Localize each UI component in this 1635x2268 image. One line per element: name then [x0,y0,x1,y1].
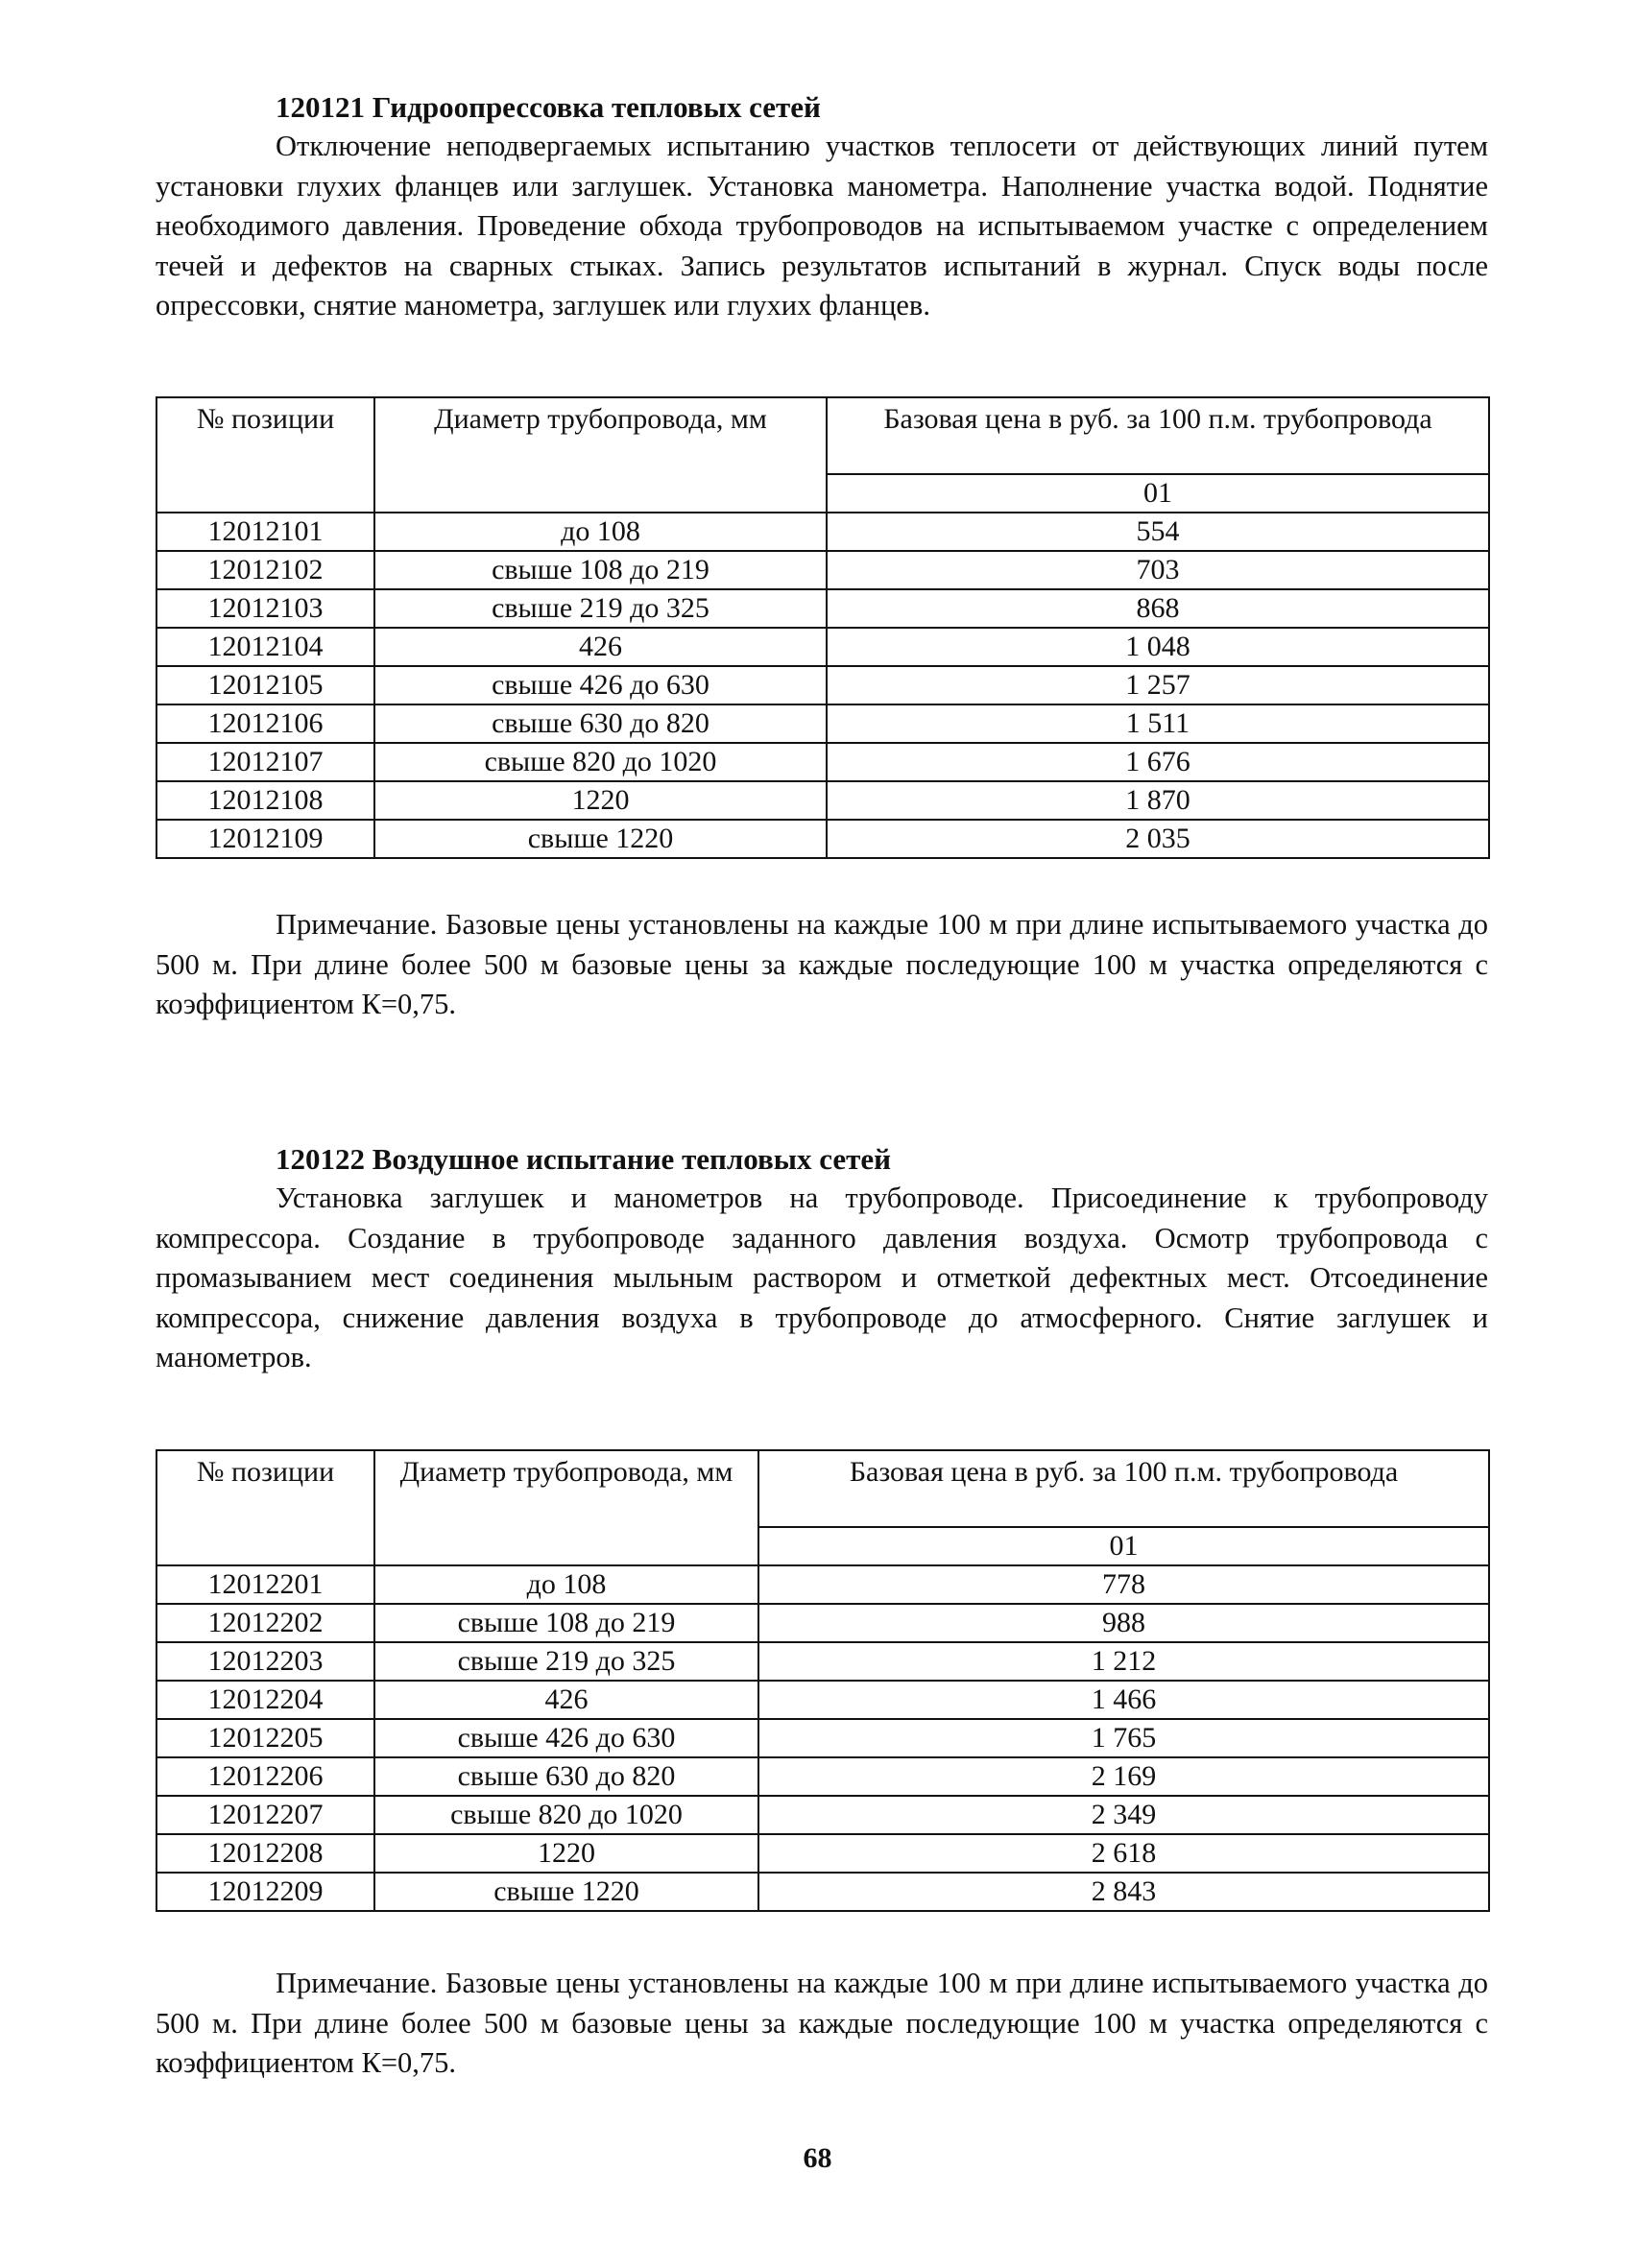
header-position: № позиции [156,397,374,513]
diameter-value: свыше 820 до 1020 [374,743,827,781]
diameter-value: свыше 1220 [374,1873,758,1911]
diameter-value: свыше 219 до 325 [374,1642,758,1681]
position-code: 12012205 [156,1719,374,1757]
position-code: 12012206 [156,1757,374,1796]
header-column-code: 01 [758,1527,1489,1565]
header-diameter: Диаметр трубопровода, мм [374,1450,758,1565]
position-code: 12012207 [156,1796,374,1834]
price-value: 1 212 [758,1642,1489,1681]
price-value: 1 765 [758,1719,1489,1757]
position-code: 12012104 [156,628,374,666]
section-title: 120121 Гидроопрессовка тепловых сетей [276,90,821,124]
header-column-code: 01 [827,474,1489,513]
position-code: 12012203 [156,1642,374,1681]
table-body [156,1565,1489,1911]
table-row [156,589,1489,628]
price-value: 868 [827,589,1489,628]
note-hydro: Примечание. Базовые цены установлены на каждые 100 м при длине испытываемого участка до 500 м. При длине более 500 м базовые цены за каждые последующие 100 м участка определяются с коэффициентом К=0,75. [156,908,1488,1020]
header-price: Базовая цена в руб. за 100 п.м. трубопровода [758,1450,1489,1527]
diameter-value: свыше 820 до 1020 [374,1796,758,1834]
table-row [156,666,1489,704]
price-value: 703 [827,551,1489,589]
header-price: Базовая цена в руб. за 100 п.м. трубопровода [827,397,1489,474]
price-value: 2 169 [758,1757,1489,1796]
price-value: 1 048 [827,628,1489,666]
table-row [156,1719,1489,1757]
table-body [156,513,1489,858]
diameter-value: свыше 1220 [374,820,827,858]
table-row [156,1834,1489,1873]
section-air-test [156,1140,1488,1378]
diameter-value: 1220 [374,781,827,820]
price-table-hydro [156,396,1490,859]
diameter-value: до 108 [374,1565,758,1604]
position-code: 12012107 [156,743,374,781]
price-table-air [156,1449,1490,1912]
header-diameter: Диаметр трубопровода, мм [374,397,827,513]
position-code: 12012208 [156,1834,374,1873]
price-value: 2 349 [758,1796,1489,1834]
diameter-value: свыше 426 до 630 [374,1719,758,1757]
diameter-value: свыше 108 до 219 [374,551,827,589]
price-value: 1 676 [827,743,1489,781]
table-row [156,551,1489,589]
position-code: 12012209 [156,1873,374,1911]
table-row [156,1604,1489,1642]
table-row [156,1873,1489,1911]
diameter-value: 426 [374,1681,758,1719]
table-row [156,628,1489,666]
position-code: 12012204 [156,1681,374,1719]
price-value: 1 257 [827,666,1489,704]
price-value: 2 843 [758,1873,1489,1911]
table-row [156,1565,1489,1604]
diameter-value: свыше 630 до 820 [374,1757,758,1796]
price-value: 2 618 [758,1834,1489,1873]
position-code: 12012106 [156,704,374,743]
diameter-value: свыше 219 до 325 [374,589,827,628]
diameter-value: до 108 [374,513,827,551]
diameter-value: 426 [374,628,827,666]
table-row [156,1681,1489,1719]
price-value: 988 [758,1604,1489,1642]
section-hydro-pressure-test [156,88,1488,326]
price-value: 554 [827,513,1489,551]
note-air: Примечание. Базовые цены установлены на каждые 100 м при длине испытываемого участка до 500 м. При длине более 500 м базовые цены за каждые последующие 100 м участка определяются с коэффициентом К=0,75. [156,1967,1488,2079]
diameter-value: свыше 630 до 820 [374,704,827,743]
table-row [156,513,1489,551]
table-row [156,1757,1489,1796]
position-code: 12012201 [156,1565,374,1604]
position-code: 12012109 [156,820,374,858]
diameter-value: свыше 108 до 219 [374,1604,758,1642]
position-code: 12012103 [156,589,374,628]
section-description: Отключение неподвергаемых испытанию участков теплосети от действующих линий путем установки глухих фланцев или заглушек. Установка манометра. Наполнение участка водой. Поднятие необходимого давления. Проведение обхода трубопроводов на испытываемом участке с определением течей и дефектов на сварных стыках. Запись результатов испытаний в журнал. Спуск воды после опрессовки, снятие манометра, заглушек или глухих фланцев. [156,130,1488,322]
position-code: 12012101 [156,513,374,551]
section-description: Установка заглушек и манометров на трубопроводе. Присоединение к трубопроводу компрессора. Создание в трубопроводе заданного давления воздуха. Осмотр трубопровода с промазыванием мест соединения мыльным раствором и отметкой дефектных мест. Отсоединение компрессора, снижение давления воздуха в трубопроводе до атмосферного. Снятие заглушек и манометров. [156,1182,1488,1373]
price-value: 778 [758,1565,1489,1604]
header-position: № позиции [156,1450,374,1565]
table-row [156,1796,1489,1834]
section-title: 120122 Воздушное испытание тепловых сетей [276,1142,891,1176]
position-code: 12012202 [156,1604,374,1642]
diameter-value: 1220 [374,1834,758,1873]
table-row [156,743,1489,781]
price-value: 1 466 [758,1681,1489,1719]
page-number: 68 [803,2142,832,2174]
position-code: 12012102 [156,551,374,589]
table-row [156,820,1489,858]
position-code: 12012108 [156,781,374,820]
price-value: 1 870 [827,781,1489,820]
price-value: 2 035 [827,820,1489,858]
table-row [156,781,1489,820]
table-row [156,704,1489,743]
price-value: 1 511 [827,704,1489,743]
table-row [156,1642,1489,1681]
position-code: 12012105 [156,666,374,704]
diameter-value: свыше 426 до 630 [374,666,827,704]
